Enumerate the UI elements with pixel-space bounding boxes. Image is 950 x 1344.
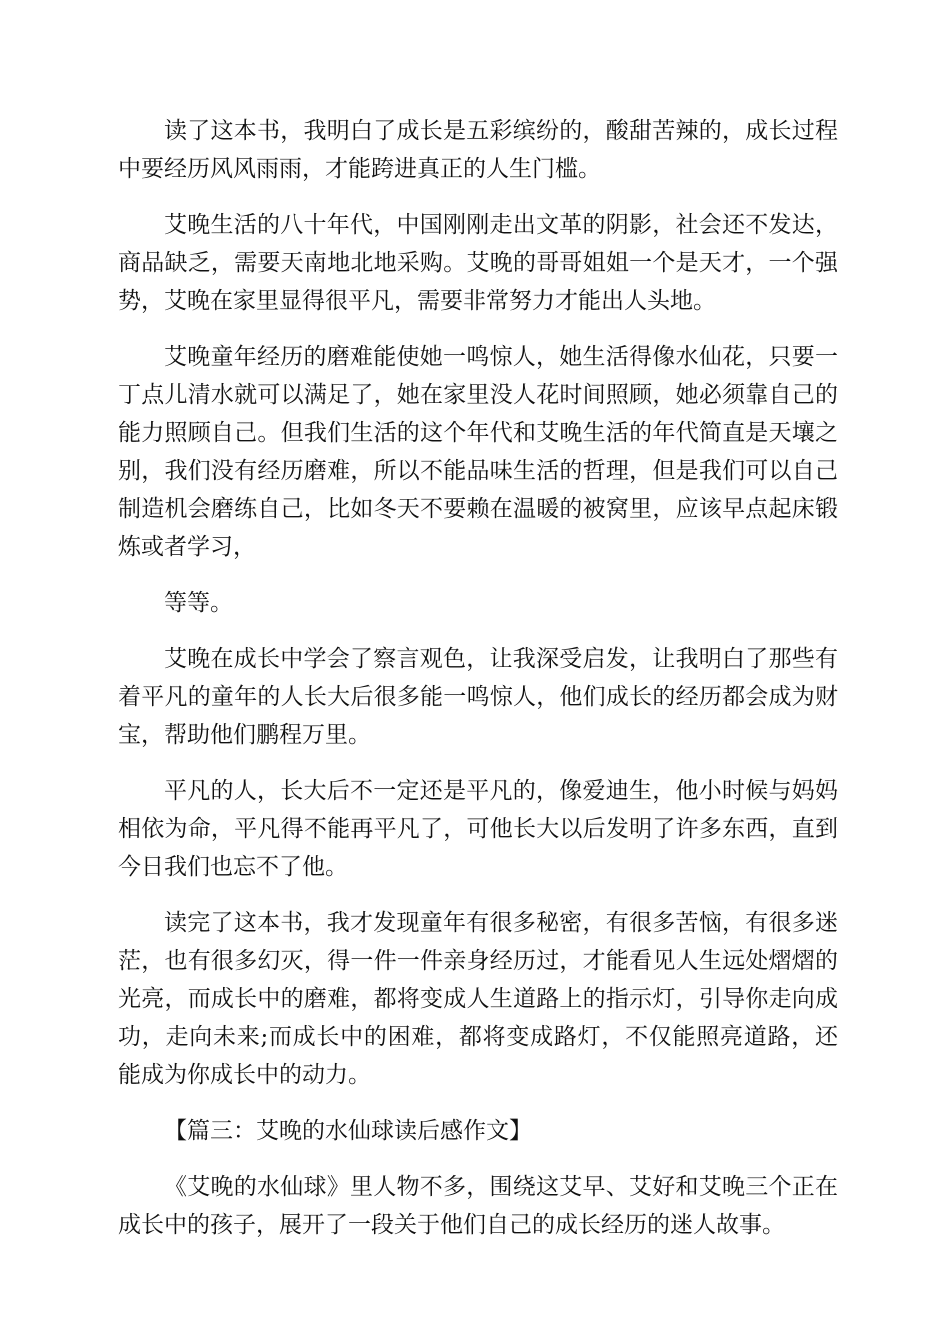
paragraph-5: 艾晚在成长中学会了察言观色，让我深受启发，让我明白了那些有着平凡的童年的人长大后很多能一鸣惊人，他们成长的经历都会成为财宝，帮助他们鹏程万里。 [118,646,838,748]
paragraph-4: 等等。 [164,590,233,616]
paragraph-3: 艾晚童年经历的磨难能使她一鸣惊人，她生活得像水仙花，只要一丁点儿清水就可以满足了，她在家里没人花时间照顾，她必须靠自己的能力照顾自己。但我们生活的这个年代和艾晚生活的年代简直是天壤之别，我们没有经历磨难，所以不能品味生活的哲理，但是我们可以自己制造机会磨练自己，比如冬天不要赖在温暖的被窝里，应该早点起床锻炼或者学习， [118,344,838,560]
section-heading: 【篇三：艾晚的水仙球读后感作文】 [164,1118,532,1144]
document-body [118,112,838,1262]
paragraph-2: 艾晚生活的八十年代，中国刚刚走出文革的阴影，社会还不发达，商品缺乏，需要天南地北地采购。艾晚的哥哥姐姐一个是天才，一个强势，艾晚在家里显得很平凡，需要非常努力才能出人头地。 [118,212,838,314]
paragraph-7: 读完了这本书，我才发现童年有很多秘密，有很多苦恼，有很多迷茫，也有很多幻灭，得一件一件亲身经历过，才能看见人生远处熠熠的光亮，而成长中的磨难，都将变成人生道路上的指示灯，引导你走向成功，走向未来;而成长中的困难，都将变成路灯，不仅能照亮道路，还能成为你成长中的动力。 [118,910,838,1088]
paragraph-1: 读了这本书，我明白了成长是五彩缤纷的，酸甜苦辣的，成长过程中要经历风风雨雨，才能跨进真正的人生门槛。 [118,118,838,182]
paragraph-6: 平凡的人，长大后不一定还是平凡的，像爱迪生，他小时候与妈妈相依为命，平凡得不能再平凡了，可他长大以后发明了许多东西，直到今日我们也忘不了他。 [118,778,838,880]
paragraph-8: 《艾晚的水仙球》里人物不多，围绕这艾早、艾好和艾晚三个正在成长中的孩子，展开了一段关于他们自己的成长经历的迷人故事。 [118,1174,838,1238]
